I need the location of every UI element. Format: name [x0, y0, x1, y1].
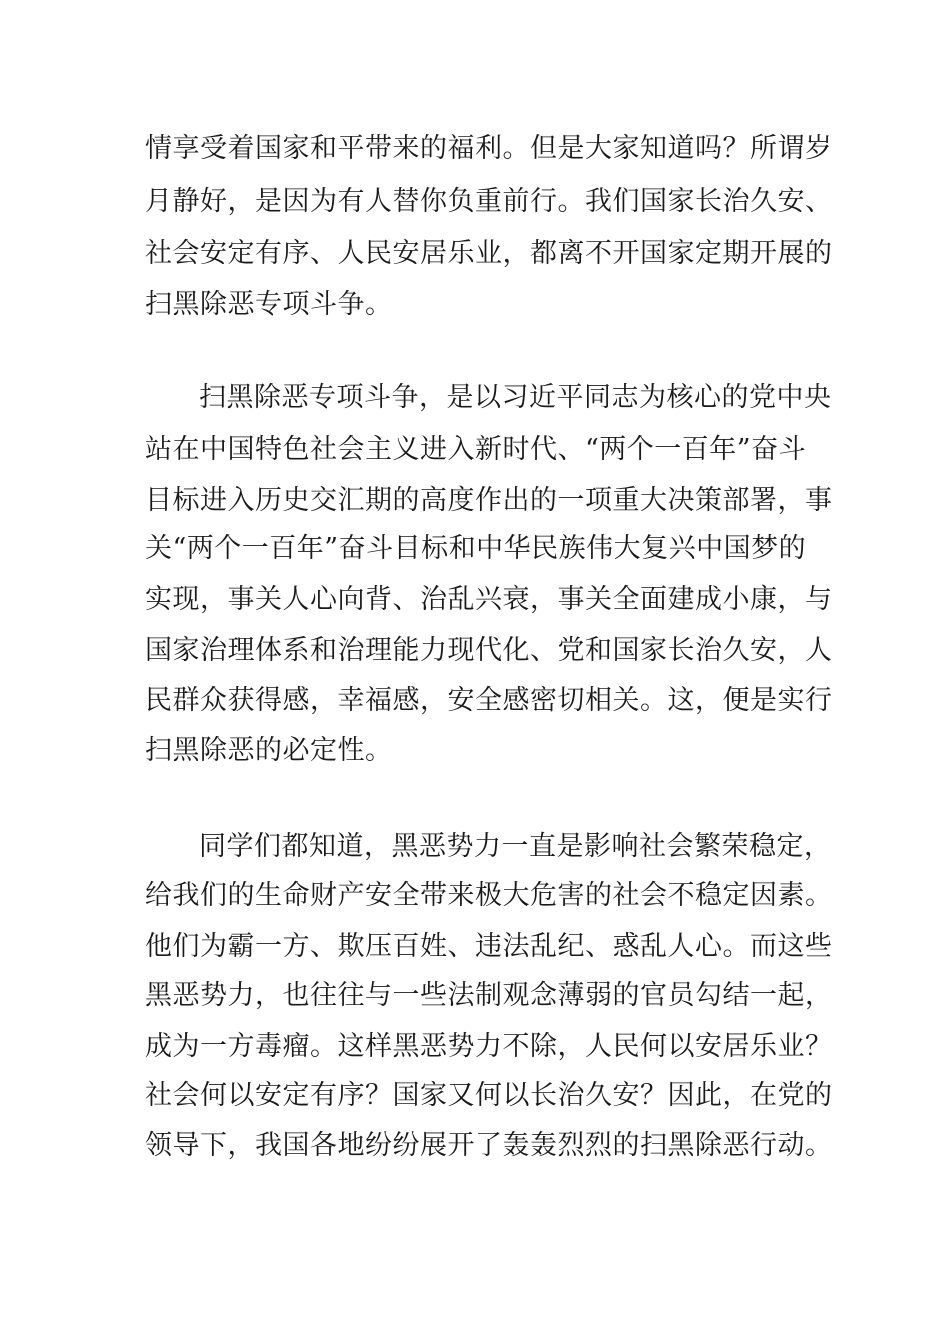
text-line: 给我们的生命财产安全带来极大危害的社会不稳定因素。 — [145, 880, 833, 911]
text-line: 情享受着国家和平带来的福利。但是大家知道吗？所谓岁 — [145, 133, 833, 164]
text-line: 关“两个一百年”奋斗目标和中华民族伟大复兴中国梦的 — [145, 533, 807, 564]
text-line: 实现，事关人心向背、治乱兴衰，事关全面建成小康，与 — [145, 584, 833, 615]
text-line: 他们为霸一方、欺压百姓、违法乱纪、惑乱人心。而这些 — [145, 931, 833, 962]
text-line: 扫黑除恶的必定性。 — [145, 735, 393, 766]
text-line: 社会何以安定有序？国家又何以长治久安？因此，在党的 — [145, 1080, 833, 1111]
text-line: 成为一方毒瘤。这样黑恶势力不除，人民何以安居乐业？ — [145, 1031, 833, 1062]
text-line: 月静好，是因为有人替你负重前行。我们国家长治久安、 — [145, 186, 833, 217]
text-line: 民群众获得感，幸福感，安全感密切相关。这，便是实行 — [145, 685, 833, 716]
text-line: 领导下，我国各地纷纷展开了轰轰烈烈的扫黑除恶行动。 — [145, 1130, 833, 1161]
text-line: 站在中国特色社会主义进入新时代、“两个一百年”奋斗 — [145, 434, 807, 465]
text-line: 扫黑除恶专项斗争。 — [145, 289, 393, 320]
text-line: 社会安定有序、人民安居乐业，都离不开国家定期开展的 — [145, 238, 833, 269]
text-line: 国家治理体系和治理能力现代化、党和国家长治久安，人 — [145, 635, 833, 666]
text-line: 同学们都知道，黑恶势力一直是影响社会繁荣稳定， — [199, 831, 832, 862]
text-line: 黑恶势力，也往往与一些法制观念薄弱的官员勾结一起， — [145, 980, 833, 1011]
text-line: 扫黑除恶专项斗争，是以习近平同志为核心的党中央 — [199, 382, 832, 413]
text-line: 目标进入历史交汇期的高度作出的一项重大决策部署，事 — [145, 485, 833, 516]
